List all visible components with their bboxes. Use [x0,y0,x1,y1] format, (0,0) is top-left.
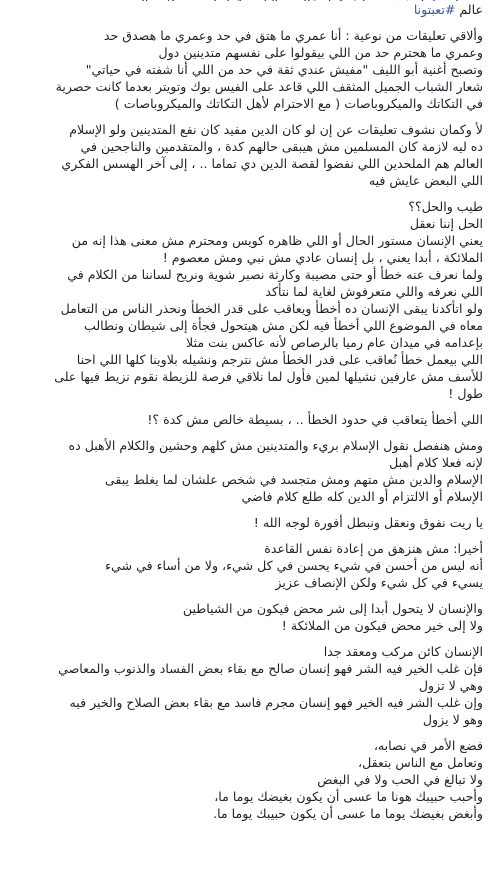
paragraph [6,411,483,428]
paragraph [6,514,483,531]
paragraph [6,121,483,189]
text-line: ولا إلى خير محض فيكون من الملائكة ! [281,618,483,633]
paragraph [6,27,483,112]
text-line: ومش هنفصل نقول الإسلام بريء والمتدينين مش كلهم وحشين والكلام الأهبل ده [68,438,483,453]
text-line: وهو لا يزول [422,712,483,727]
text-line: في التكاتك والميكروباصات ( مع الاحترام لأهل التكاتك والميكروباصات ) [114,96,483,111]
text-line: ولا تبالغ في الحب ولا في البغض [317,772,483,787]
text-line: اللي نعرفه واللي متعرفوش لغاية لما نتأكد [265,284,483,299]
text-line: وألاقي تعليقات من نوعية : أنا عمري ما هتق في حد وعمري ما هصدق حد [103,28,483,43]
text-line: الإسلام والدين مش متهم ومش متجسد في شخص علشان لما يغلط يبقى [104,472,483,487]
text-line: الإسلام أو الالتزام أو الدين كله طلع كلام فاضي [241,489,483,504]
text-line: وتعامل مع الناس بتعقل، [358,755,483,770]
text-line: اللي بيعمل خطأ نُعاقب على قدر الخطأ مش نترجم ونشيله بلاوينا كلها اللي احنا [76,352,483,367]
post-paragraphs [6,27,483,822]
text-line: وإن غلب الشر فيه الخير فهو إنسان مجرم فاسد مع بقاء بعض الصلاح والخير فيه [69,695,483,710]
text-line: وأحبب حبيبك هونا ما عسى أن يكون بغيضك يوما ما، [214,789,483,804]
text-line: شعار الشباب الجميل المثقف اللي قاعد على الفيس بوك وتويتر بعدما كانت حصرية [55,79,483,94]
text-line: يا ريت نفوق ونعقل ونبطل أفورة لوجه الله ! [253,515,483,530]
text-line: والإنسان لا يتحول أبدا إلى شر محض فيكون من الشياطين [182,601,483,616]
paragraph [6,643,483,728]
text-line: اللي البعض عايش فيه [368,173,483,188]
paragraph [6,437,483,505]
text-line: ولو اتأكدنا يبقى الإنسان ده أخطأ ويعاقب على قدر الخطأ ونحذر الناس من التعامل [60,301,483,316]
text-line: الإنسان كائن مركب ومعقد جدا [323,644,483,659]
paragraph [6,540,483,591]
text-line: ده ليه لازمة كان المسلمين مش هيبقى حالهم كدة ، والمتقدمين والناجحين في [80,139,483,154]
text-line: معاه في الموضوع اللي أخطأ فيه لكن مش هيتحول فجأة إلى شيطان ونطالب [83,318,483,333]
text-line: وعمري ما هحترم حد من اللي بيقولوا على نفسهم متدينين دول [158,45,483,60]
text-line: طيب والحل؟؟ [408,199,483,214]
hashtag-link[interactable]: #تعبتونا [413,2,456,17]
text-line: لأ وكمان نشوف تعليقات عن إن لو كان الدين مفيد كان نفع المتدينين ولو الإسلام [69,122,483,137]
text-line: يسيء في كل شيء ولكن الإنصاف عزيز [275,575,483,590]
text-line: فإن غلب الخير فيه الشر فهو إنسان صالح مع بقاء بعض الفساد والذنوب والمعاصي [58,661,483,676]
text-line: اللي أخطأ يتعاقب في حدود الخطأ .. ، بسيطة خالص مش كدة ؟! [147,412,483,427]
text-line: الحل إننا نعقل [409,216,483,231]
text-line: فضع الأمر في نصابه، [373,738,483,753]
paragraph [6,737,483,822]
text-line: أنه ليس من أحسن في شيء يحسن في كل شيء، ولا من أساء في شيء [105,558,483,573]
text-line: لإنه فعلا كلام أهبل [389,455,483,470]
text-line: وتصبح أغنية أبو الليف "مفيش عندي ثقة في حد من اللي أنا شفته في حياتي" [85,62,483,77]
text-line: الملائكة ، أبدا يعني ، بل إنسان عادي مش نبي ومش معصوم ! [162,250,483,265]
text-line: أخيرا: مش هنزهق من إعادة نفس القاعدة [264,541,483,556]
post-title-line [6,1,483,18]
text-line: وهي لا تزول [418,678,483,693]
paragraph [6,600,483,634]
post-title-word: عالم [459,2,483,17]
text-line: يعني الإنسان مستور الحال أو اللي ظاهره كويس ومحترم مش معنى هذا إنه من [71,233,483,248]
text-line: للأسف مش عارفين نشيلها لمين فأول لما نلاقي فرصة للزيطة نقوم نزيط فيها على [54,369,483,384]
text-line: طول ! [448,386,483,401]
text-line: وأبغض بغيضك يوما ما عسى أن يكون حبيبك يوما ما. [213,806,483,821]
text-line: العالم هم الملحدين اللي نفضوا لقصة الدين دي تماما .. ، إلى آخر الهسس الفكري [61,156,483,171]
text-line: بإعدامه في ميدان عام رميا بالرصاص لأنه عاكس بنت مثلا [186,335,483,350]
text-line: ولما نعرف عنه خطأ أو حتى مصيبة وكارثة نصبر شوية ونريح لساننا من الكلام في [67,267,483,282]
paragraph [6,198,483,402]
